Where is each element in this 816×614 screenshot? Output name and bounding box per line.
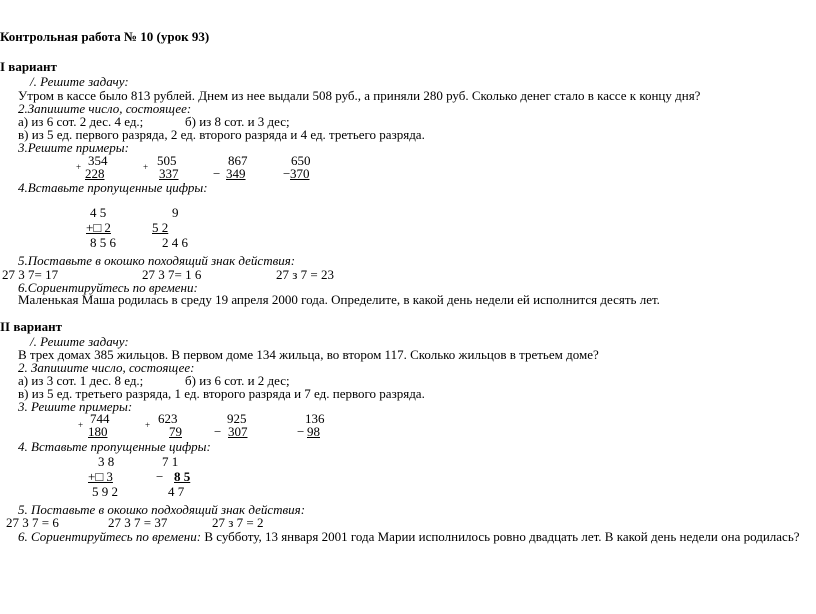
- v1-task5-item-1: 27 3 7= 17: [2, 267, 59, 282]
- v1-task6-text: Маленькая Маша родилась в среду 19 апреля 2000 года. Определите, в какой день недели ей исполнится десять лет.: [18, 292, 660, 307]
- v1-example-4-op: −: [283, 166, 291, 181]
- v1-example-4-top: 650: [291, 153, 311, 168]
- v2-task2-b: б) из 6 сот. и 2 дес;: [185, 373, 290, 388]
- v1-task2-b: б) из 8 сот. и 3 дес;: [185, 114, 290, 129]
- v1-puzzle-1-bottom: 8 5 6: [90, 235, 116, 250]
- v2-example-4-top: 136: [305, 411, 325, 426]
- v2-example-2-bottom: 79: [169, 424, 182, 439]
- v2-task6-label: 6. Сориентируйтесь по времени:: [18, 529, 202, 544]
- v2-example-3-bottom: 307: [228, 424, 248, 439]
- v1-puzzle-1-top: 4 5: [90, 205, 107, 220]
- v2-task1-text: В трех домах 385 жильцов. В первом доме 134 жильца, во втором 117. Сколько жильцов в третьем доме?: [18, 347, 599, 362]
- v1-task5-label: 5.Поставьте в окошко походящий знак действия:: [18, 253, 296, 268]
- v1-example-1-bottom: 228: [85, 166, 105, 181]
- v2-puzzle-2-bottom: 4 7: [168, 484, 185, 499]
- v1-task2-label: 2.Запишите число, состоящее:: [18, 101, 192, 116]
- v2-task1-label: /. Решите задачу:: [30, 334, 129, 349]
- v2-task5-item-2: 27 3 7 = 37: [108, 515, 168, 530]
- v2-task5-item-3: 27 з 7 = 2: [212, 515, 264, 530]
- v1-example-4-bottom: 370: [290, 166, 310, 181]
- v2-puzzle-1-bottom: 5 9 2: [92, 484, 118, 499]
- worksheet-title: Контрольная работа № 10 (урок 93): [0, 29, 210, 44]
- v1-task2-c: в) из 5 ед. первого разряда, 2 ед. второго разряда и 4 ед. третьего разряда.: [18, 127, 425, 142]
- v2-puzzle-2-op: −: [156, 469, 164, 484]
- v2-task5-label: 5. Поставьте в окошко подходящий знак действия:: [18, 502, 306, 517]
- v1-example-3-op: −: [213, 166, 221, 181]
- v2-example-4-bottom: 98: [307, 424, 320, 439]
- v2-task3-label: 3. Решите примеры:: [18, 399, 133, 414]
- v2-example-1-bottom: 180: [88, 424, 108, 439]
- v1-example-1-top: 354: [88, 153, 108, 168]
- v1-task1-label: /. Решите задачу:: [30, 74, 129, 89]
- v2-puzzle-2-middle: 8 5: [174, 469, 191, 484]
- v2-puzzle-1-top: 3 8: [98, 454, 115, 469]
- v2-task2-label: 2. Запишите число, состоящее:: [18, 360, 195, 375]
- v2-example-2-top: 623: [158, 411, 178, 426]
- v2-example-3-op: −: [214, 424, 222, 439]
- v2-task2-a: а) из 3 сот. 1 дес. 8 ед.;: [18, 373, 144, 388]
- v1-example-2-top: 505: [157, 153, 177, 168]
- v1-task5-item-2: 27 3 7= 1 6: [142, 267, 202, 282]
- v1-example-2-op: +: [143, 162, 149, 172]
- v2-task5-item-1: 27 3 7 = 6: [6, 515, 59, 530]
- v2-puzzle-1-middle: +□ 3: [88, 469, 113, 484]
- v2-task4-label: 4. Вставьте пропущенные цифры:: [18, 439, 211, 454]
- v2-example-2-op: +: [145, 420, 151, 430]
- v1-example-3-top: 867: [228, 153, 248, 168]
- v1-task5-item-3: 27 з 7 = 23: [276, 267, 334, 282]
- v1-task6-label: 6.Сориентируйтесь по времени:: [18, 280, 198, 295]
- v1-example-2-bottom: 337: [159, 166, 179, 181]
- v2-example-1-top: 744: [90, 411, 110, 426]
- v1-puzzle-2-top: 9: [172, 205, 179, 220]
- v1-task3-label: 3.Решите примеры:: [18, 140, 129, 155]
- v1-puzzle-2-bottom: 2 4 6: [162, 235, 188, 250]
- v2-example-1-op: +: [78, 420, 84, 430]
- v1-example-3-bottom: 349: [226, 166, 246, 181]
- v1-task1-text: Утром в кассе было 813 рублей. Днем из нее выдали 508 руб., а приняли 280 руб. Сколько денег стало в кассе к концу дня?: [18, 88, 701, 103]
- v1-task2-a: а) из 6 сот. 2 дес. 4 ед.;: [18, 114, 144, 129]
- v2-task6: [0, 530, 802, 544]
- v1-example-1-op: +: [76, 162, 82, 172]
- v1-task4-label: 4.Вставьте пропущенные цифры:: [18, 180, 208, 195]
- variant-2-heading: II вариант: [0, 319, 62, 334]
- variant-1-heading: I вариант: [0, 59, 57, 74]
- v2-task6-text: В субботу, 13 января 2001 года Марии исполнилось ровно двадцать лет. В какой день недели она родилась?: [204, 529, 800, 544]
- v1-puzzle-2-middle: 5 2: [152, 220, 169, 235]
- v2-example-4-op: −: [297, 424, 305, 439]
- v1-puzzle-1-middle: +□ 2: [86, 220, 111, 235]
- v2-example-3-top: 925: [227, 411, 247, 426]
- v2-puzzle-2-top: 7 1: [162, 454, 179, 469]
- v2-task2-c: в) из 5 ед. третьего разряда, 1 ед. второго разряда и 7 ед. первого разряда.: [18, 386, 425, 401]
